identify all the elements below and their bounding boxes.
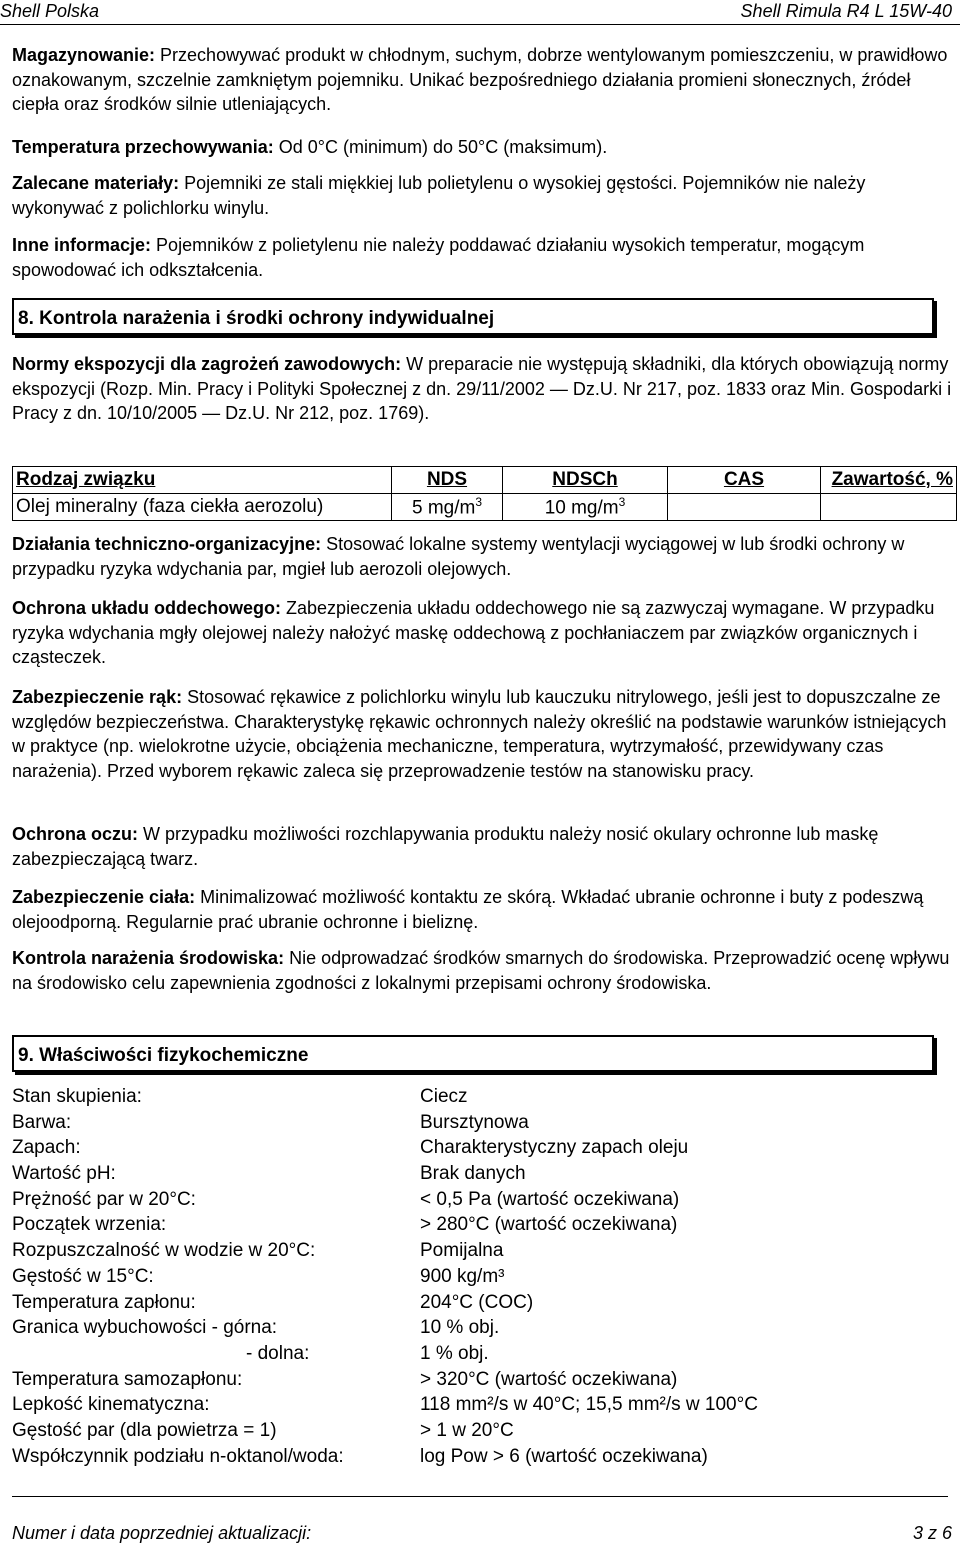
property-name: Lepkość kinematyczna:	[12, 1394, 210, 1416]
footer-divider	[12, 1496, 948, 1497]
property-value: 10 % obj.	[420, 1317, 500, 1339]
property-row	[12, 1343, 952, 1369]
other-info-label: Inne informacje:	[12, 235, 152, 255]
property-row	[12, 1189, 952, 1215]
section-8-title: 8. Kontrola narażenia i środki ochrony indywidualnej	[12, 298, 934, 335]
property-row	[12, 1240, 952, 1266]
other-info-paragraph	[12, 233, 952, 282]
footer-page-number: 3 z 6	[912, 1523, 952, 1543]
property-row	[12, 1317, 952, 1343]
storage-temp-paragraph	[12, 135, 952, 160]
exposure-norms-paragraph	[12, 352, 952, 426]
property-row	[12, 1112, 952, 1138]
storage-paragraph	[12, 43, 952, 117]
exposure-norms-text: W preparacie nie występują składniki, dla których obowiązują normy ekspozycji (Rozp. Min. Pracy i Polityki Społecznej z dn. 29/11/2002 — Dz.U. Nr 217, poz. 1833 oraz Min. Gospodarki i Pracy z dn. 10/10/2005 — Dz.U. Nr 212, poz. 1769).	[12, 354, 952, 423]
technical-label: Działania techniczno-organizacyjne:	[12, 534, 322, 554]
property-name: Wartość pH:	[12, 1163, 116, 1185]
property-value: 1 % obj.	[420, 1342, 489, 1364]
materials-text: Pojemniki ze stali miękkiej lub polietylenu o wysokiej gęstości. Pojemników nie należy wykonywać z polichlorku winylu.	[12, 173, 866, 218]
property-row	[12, 1137, 952, 1163]
property-value: Charakterystyczny zapach oleju	[420, 1137, 689, 1159]
technical-text: Stosować lokalne systemy wentylacji wyciągowej w lub środki ochrony w przypadku ryzyka wdychania par, mgieł lub aerozoli olejowych.	[12, 534, 905, 579]
body-protection-paragraph	[12, 885, 952, 934]
hands-label: Zabezpieczenie rąk:	[12, 687, 183, 707]
storage-label: Magazynowanie:	[12, 45, 156, 65]
property-value: > 1 w 20°C	[420, 1419, 514, 1441]
environment-paragraph	[12, 946, 952, 995]
property-value: Ciecz	[420, 1086, 468, 1107]
header-product: Shell Rimula R4 L 15W-40	[740, 1, 952, 21]
respiratory-label: Ochrona układu oddechowego:	[12, 598, 282, 618]
page-header	[0, 0, 960, 25]
property-value: < 0,5 Pa (wartość oczekiwana)	[420, 1188, 680, 1210]
environment-label: Kontrola narażenia środowiska:	[12, 948, 285, 968]
other-info-text: Pojemników z polietylenu nie należy poddawać działaniu wysokich temperatur, mogącym spowodować ich odkształcenia.	[12, 235, 865, 280]
header-cell: Zawartość, %	[821, 467, 957, 494]
property-value: log Pow > 6 (wartość oczekiwana)	[420, 1445, 708, 1467]
eyes-label: Ochrona oczu:	[12, 824, 139, 844]
hands-paragraph	[12, 685, 952, 783]
property-value: Bursztynowa	[420, 1111, 529, 1133]
property-name: Początek wrzenia:	[12, 1214, 167, 1236]
body-protection-label: Zabezpieczenie ciała:	[12, 887, 196, 907]
storage-temp-label: Temperatura przechowywania:	[12, 137, 274, 157]
unit-superscript: 3	[475, 494, 483, 509]
nds-value: 5 mg/m	[411, 497, 476, 519]
property-name: Gęstość w 15°C:	[12, 1265, 154, 1287]
environment-text: Nie odprowadzać środków smarnych do środowiska. Przeprowadzić ocenę wpływu na środowisko celu zapewnienia zgodności z lokalnymi przepisami ochrony środowiska.	[12, 948, 950, 993]
property-name: Zapach:	[12, 1137, 81, 1159]
property-row	[12, 1266, 952, 1292]
property-name: Temperatura zapłonu:	[12, 1291, 196, 1313]
property-row	[12, 1369, 952, 1395]
storage-temp-text: Od 0°C (minimum) do 50°C (maksimum).	[278, 137, 608, 157]
ndsch-cell	[503, 494, 668, 521]
hands-text: Stosować rękawice z polichlorku winylu lub kauczuku nitrylowego, jeśli jest to dopuszczalne ze względów bezpieczeństwa. Charakterystykę rękawic ochronnych należy określić na podstawie warunków istniejących w praktyce (np. wielokrotne użycie, obciążenia mechaniczne, temperatura, wytrzymałość, przewidywany czas narażenia). Przed wyborem rękawic zaleca się przeprowadzenie testów na stanowisku pracy.	[12, 687, 947, 781]
ndsch-value: 10 mg/m	[544, 497, 619, 519]
technical-paragraph	[12, 532, 952, 581]
body-protection-text: Minimalizować możliwość kontaktu ze skórą. Wkładać ubranie ochronne i buty z podeszwą olejoodporną. Regularnie prać ubranie ochronne i bieliznę.	[12, 887, 924, 932]
header-cell: Rodzaj związku	[13, 467, 392, 494]
header-cell: NDSCh	[503, 467, 668, 494]
property-name: Rozpuszczalność w wodzie w 20°C:	[12, 1240, 316, 1262]
header-cell: NDS	[392, 467, 503, 494]
unit-superscript: 3	[618, 494, 626, 509]
properties-list	[12, 1086, 952, 1471]
property-name: Temperatura samozapłonu:	[12, 1368, 243, 1390]
respiratory-paragraph	[12, 596, 952, 670]
materials-paragraph	[12, 171, 952, 220]
property-value: 118 mm²/s w 40°C; 15,5 mm²/s w 100°C	[420, 1394, 758, 1416]
property-value: Pomijalna	[420, 1240, 504, 1262]
table-row	[13, 494, 957, 521]
content-cell	[821, 494, 957, 521]
exposure-table-header	[13, 467, 957, 494]
eyes-text: W przypadku możliwości rozchlapywania produktu należy nosić okulary ochronne lub maskę zabezpieczającą twarz.	[12, 824, 879, 869]
property-row	[12, 1163, 952, 1189]
header-cell: CAS	[668, 467, 821, 494]
property-row	[12, 1394, 952, 1420]
property-name: Stan skupienia:	[12, 1086, 142, 1107]
compound-name-cell: Olej mineralny (faza ciekła aerozolu)	[13, 494, 392, 521]
property-value: 900 kg/m³	[420, 1265, 505, 1287]
respiratory-text: Zabezpieczenia układu oddechowego nie są zazwyczaj wymagane. W przypadku ryzyka wdychania mgły olejowej należy nałożyć maskę oddechową z pochłaniaczem par związków organicznych i cząsteczek.	[12, 598, 935, 667]
footer-update-label: Numer i data poprzedniej aktualizacji:	[12, 1523, 312, 1543]
property-row	[12, 1086, 952, 1112]
property-value: > 280°C (wartość oczekiwana)	[420, 1214, 678, 1236]
property-name: Współczynnik podziału n-oktanol/woda:	[12, 1445, 344, 1467]
section-9-title: 9. Właściwości fizykochemiczne	[12, 1035, 934, 1072]
property-name: Prężność par w 20°C:	[12, 1188, 196, 1210]
property-row	[12, 1214, 952, 1240]
nds-cell	[392, 494, 503, 521]
property-value: 204°C (COC)	[420, 1291, 534, 1313]
property-value: > 320°C (wartość oczekiwana)	[420, 1368, 678, 1390]
exposure-norms-label: Normy ekspozycji dla zagrożeń zawodowych:	[12, 354, 402, 374]
property-name: Granica wybuchowości - górna:	[12, 1317, 278, 1339]
property-row	[12, 1420, 952, 1446]
property-row	[12, 1292, 952, 1318]
header-company: Shell Polska	[0, 1, 100, 21]
property-name: - dolna:	[246, 1342, 310, 1364]
property-name: Barwa:	[12, 1111, 72, 1133]
property-row	[12, 1446, 952, 1472]
exposure-table	[12, 466, 957, 521]
property-name: Gęstość par (dla powietrza = 1)	[12, 1419, 277, 1441]
eyes-paragraph	[12, 822, 952, 871]
cas-cell	[668, 494, 821, 521]
materials-label: Zalecane materiały:	[12, 173, 180, 193]
storage-text: Przechowywać produkt w chłodnym, suchym, dobrze wentylowanym pomieszczeniu, w prawidłowo oznakowanym, szczelnie zamkniętym pojemniku. Unikać bezpośredniego działania promieni słonecznych, źródeł ciepła oraz środków silnie utleniających.	[12, 45, 948, 114]
property-value: Brak danych	[420, 1163, 526, 1185]
